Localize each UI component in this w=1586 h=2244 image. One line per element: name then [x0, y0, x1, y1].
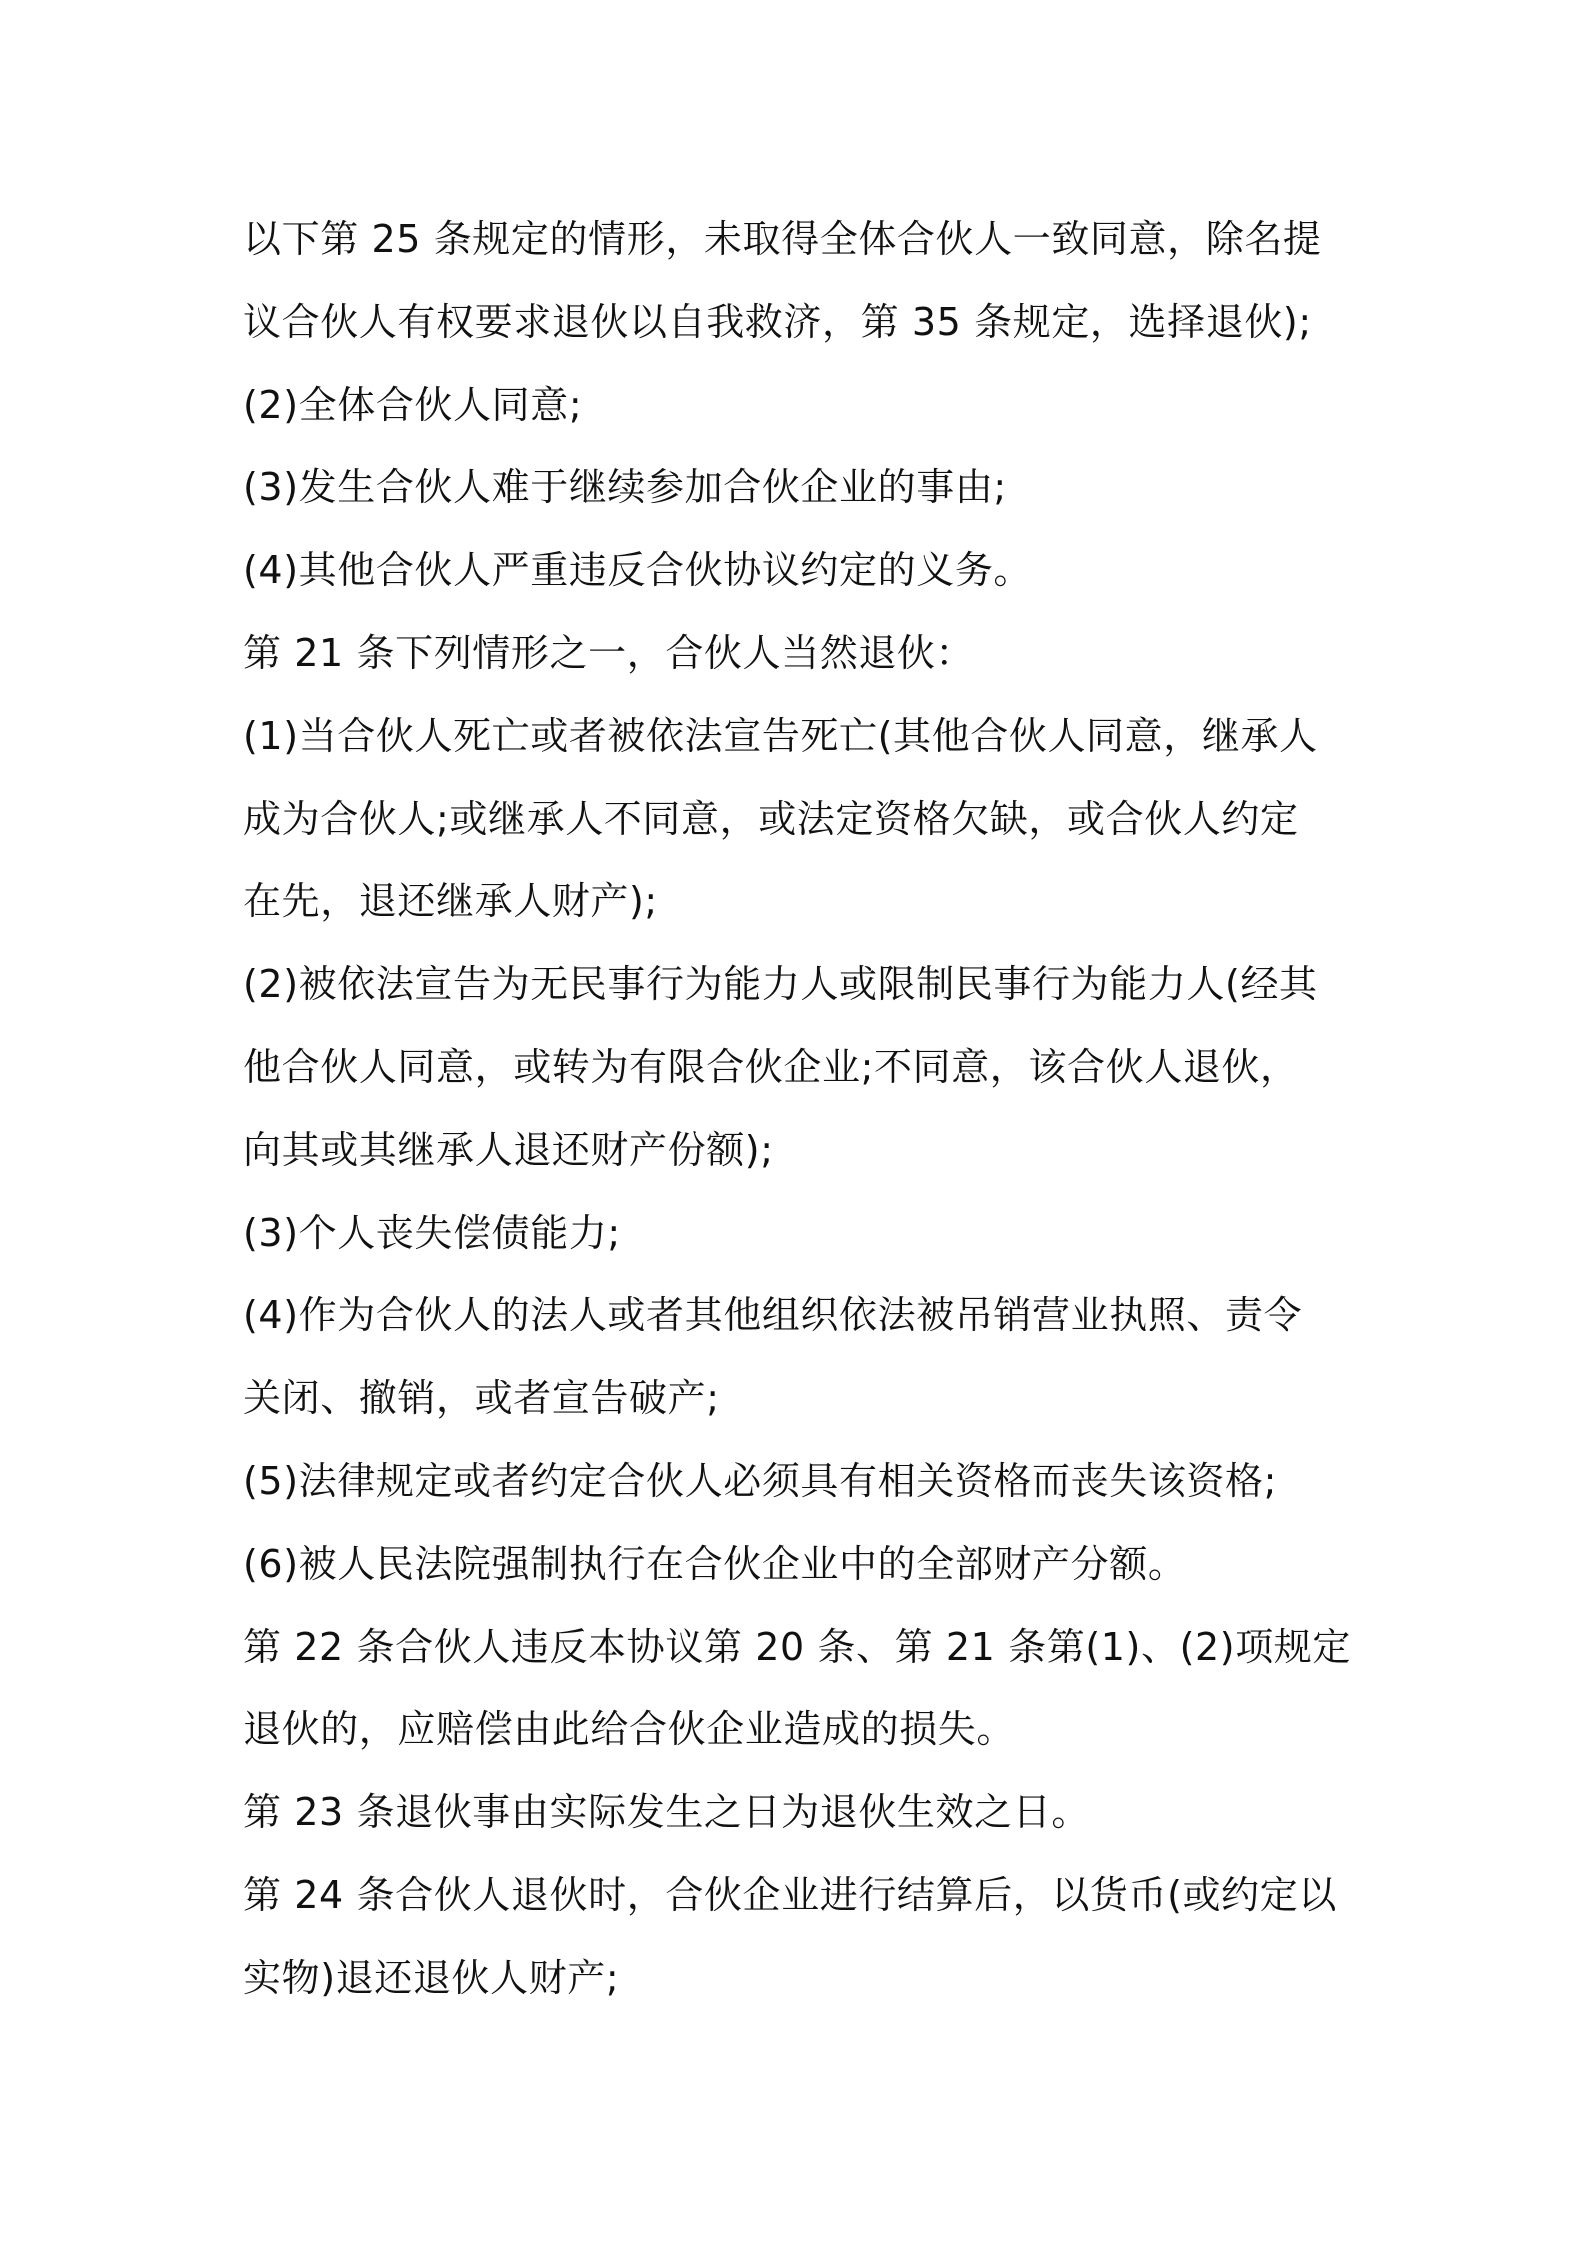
- text-line: 关闭、撤销，或者宣告破产;: [243, 1376, 720, 1421]
- text-line: 第 24 条合伙人退伙时，合伙企业进行结算后，以货币(或约定以: [243, 1872, 1337, 1917]
- document-body: [243, 198, 1363, 2020]
- text-line: 第 21 条下列情形之一，合伙人当然退伙：: [243, 630, 975, 675]
- text-line: (3)个人丧失偿债能力;: [243, 1210, 621, 1255]
- text-line: 他合伙人同意，或转为有限合伙企业;不同意，该合伙人退伙，: [243, 1044, 1299, 1089]
- text-line: (6)被人民法院强制执行在合伙企业中的全部财产分额。: [243, 1541, 1187, 1586]
- text-line: 实物)退还退伙人财产;: [243, 1955, 620, 2000]
- text-line: 以下第 25 条规定的情形，未取得全体合伙人一致同意，除名提: [243, 217, 1322, 261]
- text-line: 向其或其继承人退还财产份额);: [243, 1127, 774, 1172]
- text-line: 在先，退还继承人财产);: [243, 879, 658, 924]
- text-line: 第 23 条退伙事由实际发生之日为退伙生效之日。: [243, 1790, 1090, 1835]
- text-line: 第 22 条合伙人违反本协议第 20 条、第 21 条第(1)、(2)项规定: [243, 1624, 1351, 1669]
- text-line: 议合伙人有权要求退伙以自我救济，第 35 条规定，选择退伙);: [243, 299, 1312, 344]
- text-line: (4)作为合伙人的法人或者其他组织依法被吊销营业执照、责令: [243, 1293, 1303, 1338]
- text-line: (3)发生合伙人难于继续参加合伙企业的事由;: [243, 465, 1007, 510]
- text-line: 退伙的，应赔偿由此给合伙企业造成的损失。: [243, 1707, 1016, 1752]
- text-line: (1)当合伙人死亡或者被依法宣告死亡(其他合伙人同意，继承人: [243, 713, 1318, 758]
- text-line: 成为合伙人;或继承人不同意，或法定资格欠缺，或合伙人约定: [243, 796, 1299, 841]
- text-line: (4)其他合伙人严重违反合伙协议约定的义务。: [243, 548, 1033, 593]
- text-line: (2)被依法宣告为无民事行为能力人或限制民事行为能力人(经其: [243, 962, 1318, 1007]
- text-line: (5)法律规定或者约定合伙人必须具有相关资格而丧失该资格;: [243, 1458, 1278, 1503]
- text-line: (2)全体合伙人同意;: [243, 382, 583, 427]
